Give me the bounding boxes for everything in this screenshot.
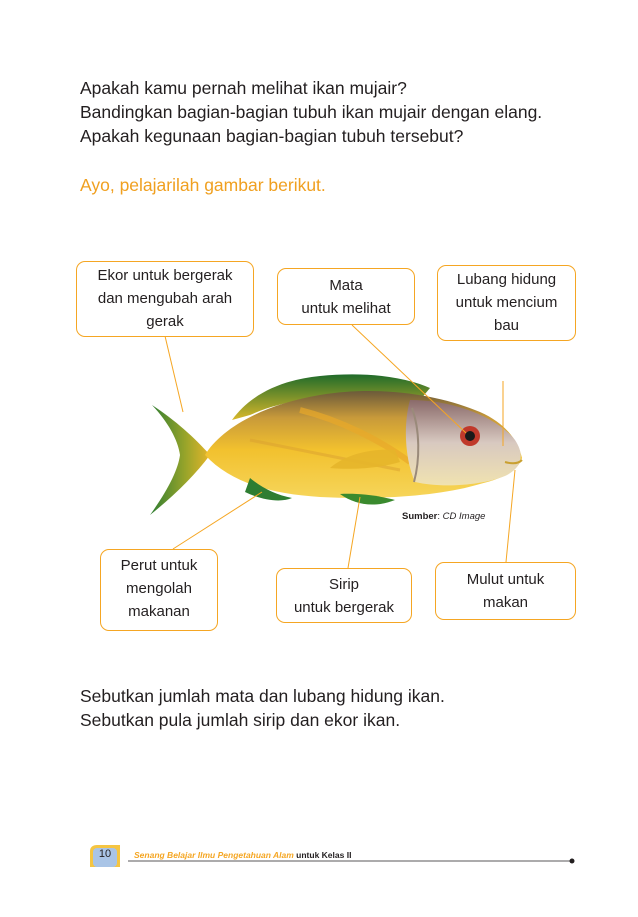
callout-line: Sirip	[328, 576, 359, 593]
callout-line: gerak	[146, 313, 184, 330]
callout-line: makanan	[128, 603, 190, 620]
callout-line: Mulut untuk	[466, 571, 545, 588]
pointer-ekor	[165, 336, 183, 412]
callout-line: dan mengubah arah	[97, 290, 233, 307]
intro-line: Apakah kegunaan bagian-bagian tubuh tersebut?	[80, 126, 464, 146]
callout-line: bau	[493, 317, 520, 334]
intro-line: Apakah kamu pernah melihat ikan mujair?	[80, 78, 407, 98]
intro-line: Bandingkan bagian-bagian tubuh ikan mujair dengan elang.	[80, 102, 543, 122]
image-source	[402, 511, 485, 522]
callout-line: Lubang hidung	[456, 271, 557, 288]
callout-fin	[276, 568, 412, 623]
callout-line: mengolah	[126, 580, 192, 597]
fish-pupil	[465, 431, 475, 441]
question-line: Sebutkan pula jumlah sirip dan ekor ikan.	[80, 710, 401, 730]
questions	[80, 684, 445, 732]
callout-nostril	[437, 265, 576, 341]
footer-dot	[570, 859, 575, 864]
callout-line: Ekor untuk bergerak	[97, 267, 233, 284]
callout-belly	[100, 549, 218, 631]
callout-line: makan	[482, 594, 529, 611]
source-value: CD Image	[442, 511, 486, 522]
book-title-highlight: Senang Belajar Ilmu Pengetahuan Alam	[134, 850, 294, 860]
callout-line: Perut untuk	[120, 557, 198, 574]
source-separator: :	[437, 511, 443, 522]
callout-eye	[277, 268, 415, 325]
callout-line: untuk mencium	[455, 294, 558, 311]
callout-line: Mata	[329, 277, 363, 294]
question-line: Sebutkan jumlah mata dan lubang hidung ikan.	[80, 686, 445, 706]
activity-prompt: Ayo, pelajarilah gambar berikut.	[80, 175, 326, 195]
book-title	[134, 850, 351, 860]
callout-line: untuk bergerak	[293, 599, 395, 616]
callout-line: untuk melihat	[301, 300, 391, 317]
pointer-sirip	[348, 497, 360, 568]
source-label: Sumber	[402, 511, 438, 522]
tail-fin	[150, 405, 210, 515]
callout-mouth	[435, 562, 576, 620]
book-title-rest: untuk Kelas II	[293, 850, 352, 860]
pointer-mulut	[506, 470, 515, 562]
callout-tail	[76, 261, 254, 337]
pointer-perut	[173, 492, 262, 549]
page-number: 10	[98, 848, 112, 860]
